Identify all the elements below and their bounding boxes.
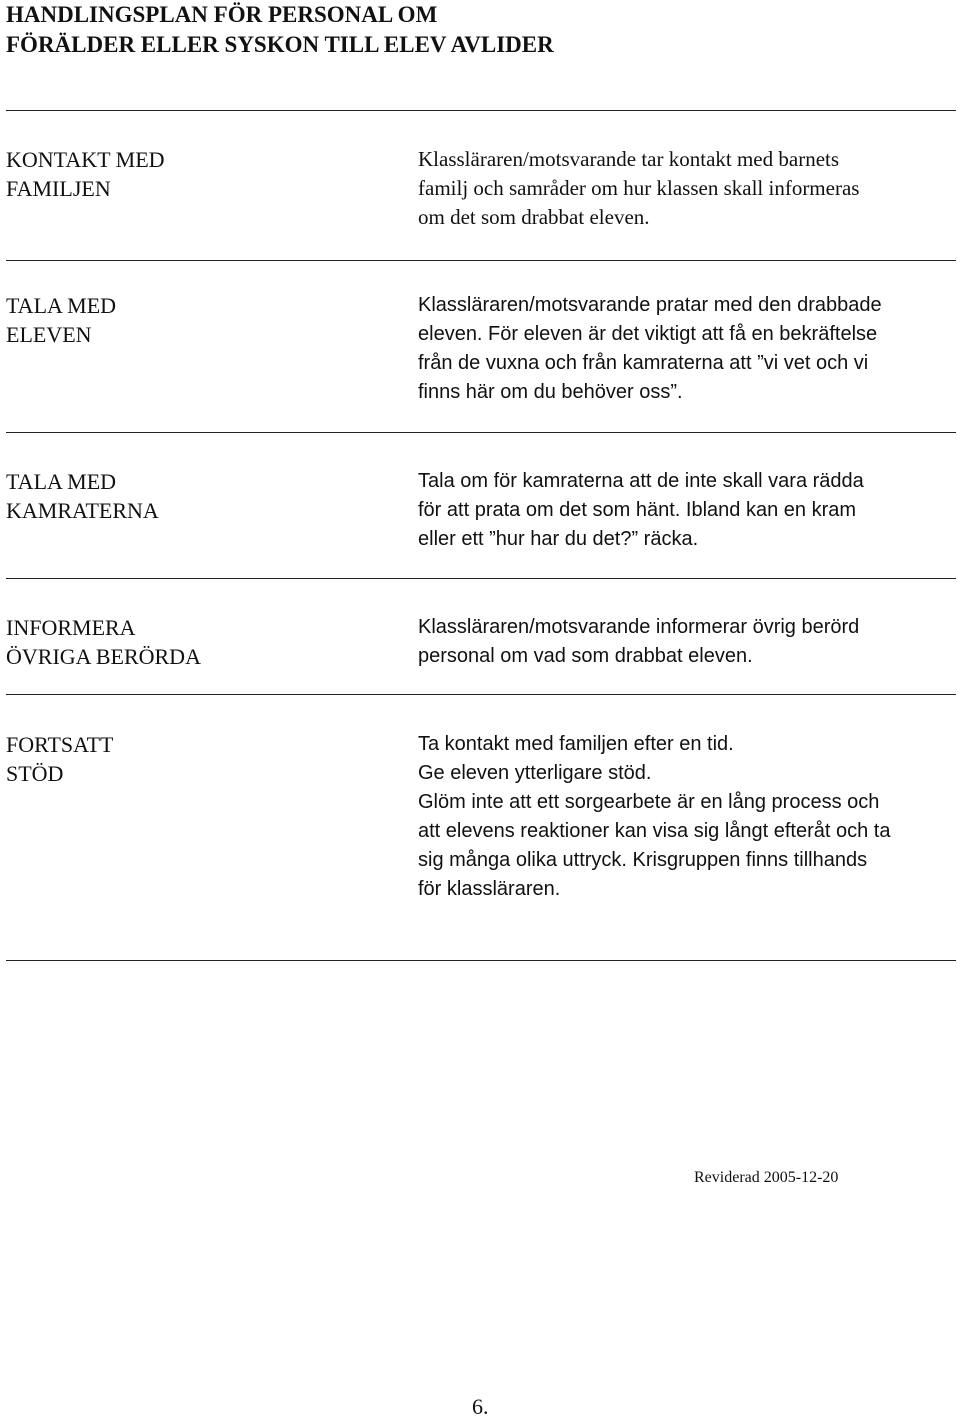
section-text-fortsatt-stod: Ta kontakt med familjen efter en tid. Ge eleven ytterligare stöd. Glöm inte att ett sorgearbete är en lång process och att elevens reaktioner kan visa sig långt efteråt och ta sig många olika uttryck. Krisgruppen finns tillhands för klassläraren. xyxy=(418,733,891,900)
page-number: 6. xyxy=(472,1394,489,1419)
revision-date: Reviderad 2005-12-20 xyxy=(694,1169,839,1186)
section-label-tala-kamraterna: TALA MED KAMRATERNA xyxy=(6,469,159,523)
divider-rule xyxy=(6,110,956,111)
section-label-fortsatt-stod: FORTSATT STÖD xyxy=(6,732,114,786)
section-label-tala-eleven: TALA MED ELEVEN xyxy=(6,293,117,347)
document-title xyxy=(6,0,554,60)
title-line-1: HANDLINGSPLAN FÖR PERSONAL OM xyxy=(6,2,438,27)
divider-rule xyxy=(6,432,956,433)
section-text-informera-berorda: Klassläraren/motsvarande informerar övrig berörd personal om vad som drabbat eleven. xyxy=(418,616,860,667)
section-label-informera-berorda: INFORMERA ÖVRIGA BERÖRDA xyxy=(6,615,201,669)
divider-rule xyxy=(6,694,956,695)
section-text-tala-kamraterna: Tala om för kamraterna att de inte skall vara rädda för att prata om det som hänt. Ibland kan en kram eller ett ”hur har du det?” räcka. xyxy=(418,470,864,550)
divider-rule xyxy=(6,260,956,261)
divider-rule xyxy=(6,960,956,961)
section-label-kontakt-familjen: KONTAKT MED FAMILJEN xyxy=(6,147,165,201)
section-text-tala-eleven: Klassläraren/motsvarande pratar med den drabbade eleven. För eleven är det viktigt att få en bekräftelse från de vuxna och från kamraterna att ”vi vet och vi finns här om du behöver oss”. xyxy=(418,294,882,403)
divider-rule xyxy=(6,578,956,579)
section-text-kontakt-familjen: Klassläraren/motsvarande tar kontakt med barnets familj och samråder om hur klassen skall informeras om det som drabbat eleven. xyxy=(418,147,860,229)
title-line-2: FÖRÄLDER ELLER SYSKON TILL ELEV AVLIDER xyxy=(6,32,554,57)
